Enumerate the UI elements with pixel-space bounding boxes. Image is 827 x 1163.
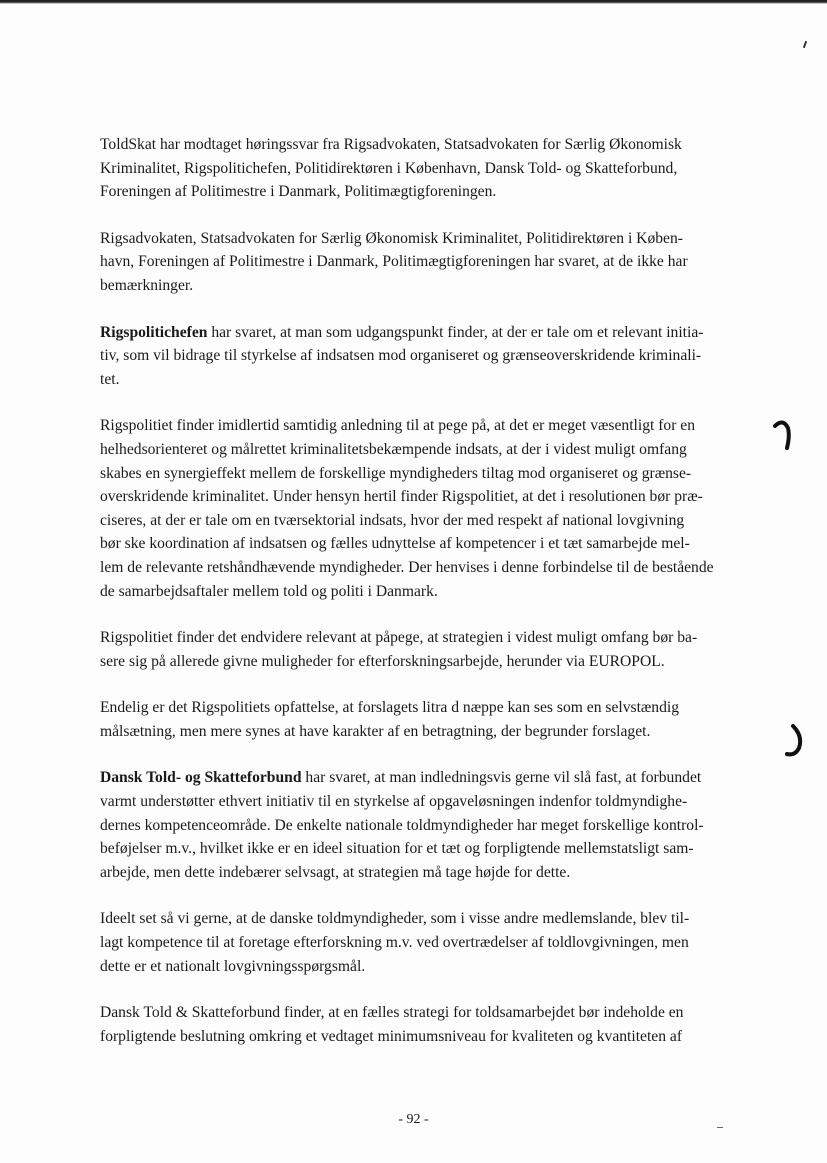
- text-line: skabes en synergieffekt mellem de forskellige myndigheders tiltag mod organiseret og grænse-: [100, 464, 692, 482]
- page-number: - 92 -: [398, 1112, 429, 1127]
- text-line: Endelig er det Rigspolitiets opfattelse, at forslagets litra d næppe kan ses som en selvstændig: [100, 699, 680, 717]
- paragraph-no-remarks: [100, 227, 740, 298]
- scan-speck: [717, 1127, 723, 1128]
- paragraph-rigspolitiet-coordination: [100, 414, 740, 603]
- paragraph-hearing-intro: [100, 133, 740, 204]
- text-line: tet.: [100, 370, 120, 388]
- paragraph-ideelt: [100, 907, 740, 978]
- paragraph-litra-d: [100, 696, 740, 743]
- text-line: ToldSkat har modtaget høringssvar fra Rigsadvokaten, Statsadvokaten for Særlig Økonomisk: [100, 136, 682, 153]
- text-line: tiv, som vil bidrage til styrkelse af indsatsen mod organiseret og grænseoverskridende kriminali-: [100, 347, 702, 365]
- text-line: ciseres, at der er tale om en tværsektorial indsats, hvor der med respekt af national lovgivning: [100, 511, 685, 529]
- binder-hole-mark-icon: [783, 724, 805, 758]
- paragraph-rigspolitichefen: [100, 321, 740, 392]
- text-line: forpligtende beslutning omkring et vedtaget minimumsniveau for kvaliteten og kvantiteten af: [100, 1027, 683, 1045]
- text-line: dernes kompetenceområde. De enkelte nationale toldmyndigheder har meget forskellige kontrol-: [100, 816, 704, 834]
- text-line: bemærkninger.: [100, 276, 194, 294]
- bold-lead: Dansk Told- og Skatteforbund: [100, 769, 302, 787]
- text-line: lem de relevante retshåndhævende myndigheder. Der henvises i denne forbindelse til de bestående: [100, 558, 714, 576]
- text-line: Ideelt set så vi gerne, at de danske toldmyndigheder, som i visse andre medlemslande, blev til-: [100, 910, 690, 928]
- scan-speck: [803, 41, 807, 48]
- paragraph-europol: [100, 626, 740, 673]
- text-line: de samarbejdsaftaler mellem told og politi i Danmark.: [100, 582, 438, 600]
- text-line: Foreningen af Politimestre i Danmark, Politimægtigforeningen.: [100, 183, 497, 201]
- text-line: helhedsorienteret og målrettet kriminalitetsbekæmpende indsats, at der i videst muligt omfang: [100, 440, 687, 458]
- text-line: Dansk Told & Skatteforbund finder, at en fælles strategi for toldsamarbejdet bør indeholde en: [100, 1004, 684, 1022]
- text-line: beføjelser m.v., hvilket ikke er en ideel situation for et tæt og forpligtende mellemstatsligt sam-: [100, 840, 694, 858]
- text-line: Rigspolitiet finder det endvidere relevant at påpege, at strategien i videst muligt omfang bør ba-: [100, 629, 698, 647]
- text-line: målsætning, men mere synes at have karakter af en betragtning, der begrunder forslaget.: [100, 722, 651, 740]
- text-line: dette er et nationalt lovgivningsspørgsmål.: [100, 957, 366, 975]
- text-line: havn, Foreningen af Politimestre i Danmark, Politimægtigforeningen har svaret, at de ikke har: [100, 253, 688, 271]
- text-line: har svaret, at man indledningsvis gerne vil slå fast, at forbundet: [301, 769, 702, 787]
- text-line: har svaret, at man som udgangspunkt finder, at der er tale om et relevant initia-: [207, 323, 704, 341]
- binder-hole-mark-icon: [773, 418, 793, 450]
- bold-lead: Rigspolitichefen: [100, 323, 208, 341]
- text-line: bør ske koordination af indsatsen og fælles udnyttelse af kompetencer i et tæt samarbejde mel-: [100, 535, 690, 553]
- top-edge-rule: [0, 0, 827, 4]
- text-line: lagt kompetence til at foretage efterforskning m.v. ved overtrædelser af toldlovgivningen, men: [100, 934, 689, 952]
- text-line: Kriminalitet, Rigspolitichefen, Politidirektøren i København, Dansk Told- og Skatteforbund,: [100, 159, 678, 177]
- paragraph-faelles-strategi: [100, 1001, 740, 1048]
- text-line: Rigsadvokaten, Statsadvokaten for Særlig Økonomisk Kriminalitet, Politidirektøren i Køben-: [100, 229, 683, 247]
- text-line: varmt understøtter ethvert initiativ til en styrkelse af opgaveløsningen indenfor toldmyndighe-: [100, 793, 688, 811]
- text-line: sere sig på allerede givne muligheder for efterforskningsarbejde, herunder via EUROPOL.: [100, 652, 665, 670]
- text-line: Rigspolitiet finder imidlertid samtidig anledning til at pege på, at det er meget væsentligt for en: [100, 417, 696, 435]
- text-line: overskridende kriminalitet. Under hensyn hertil finder Rigspolitiet, at det i resolutionen bør præ-: [100, 488, 703, 506]
- text-line: arbejde, men dette indebærer selvsagt, at strategien må tage højde for dette.: [100, 863, 571, 881]
- document-body: [100, 133, 740, 1071]
- paragraph-dansk-told: [100, 766, 740, 884]
